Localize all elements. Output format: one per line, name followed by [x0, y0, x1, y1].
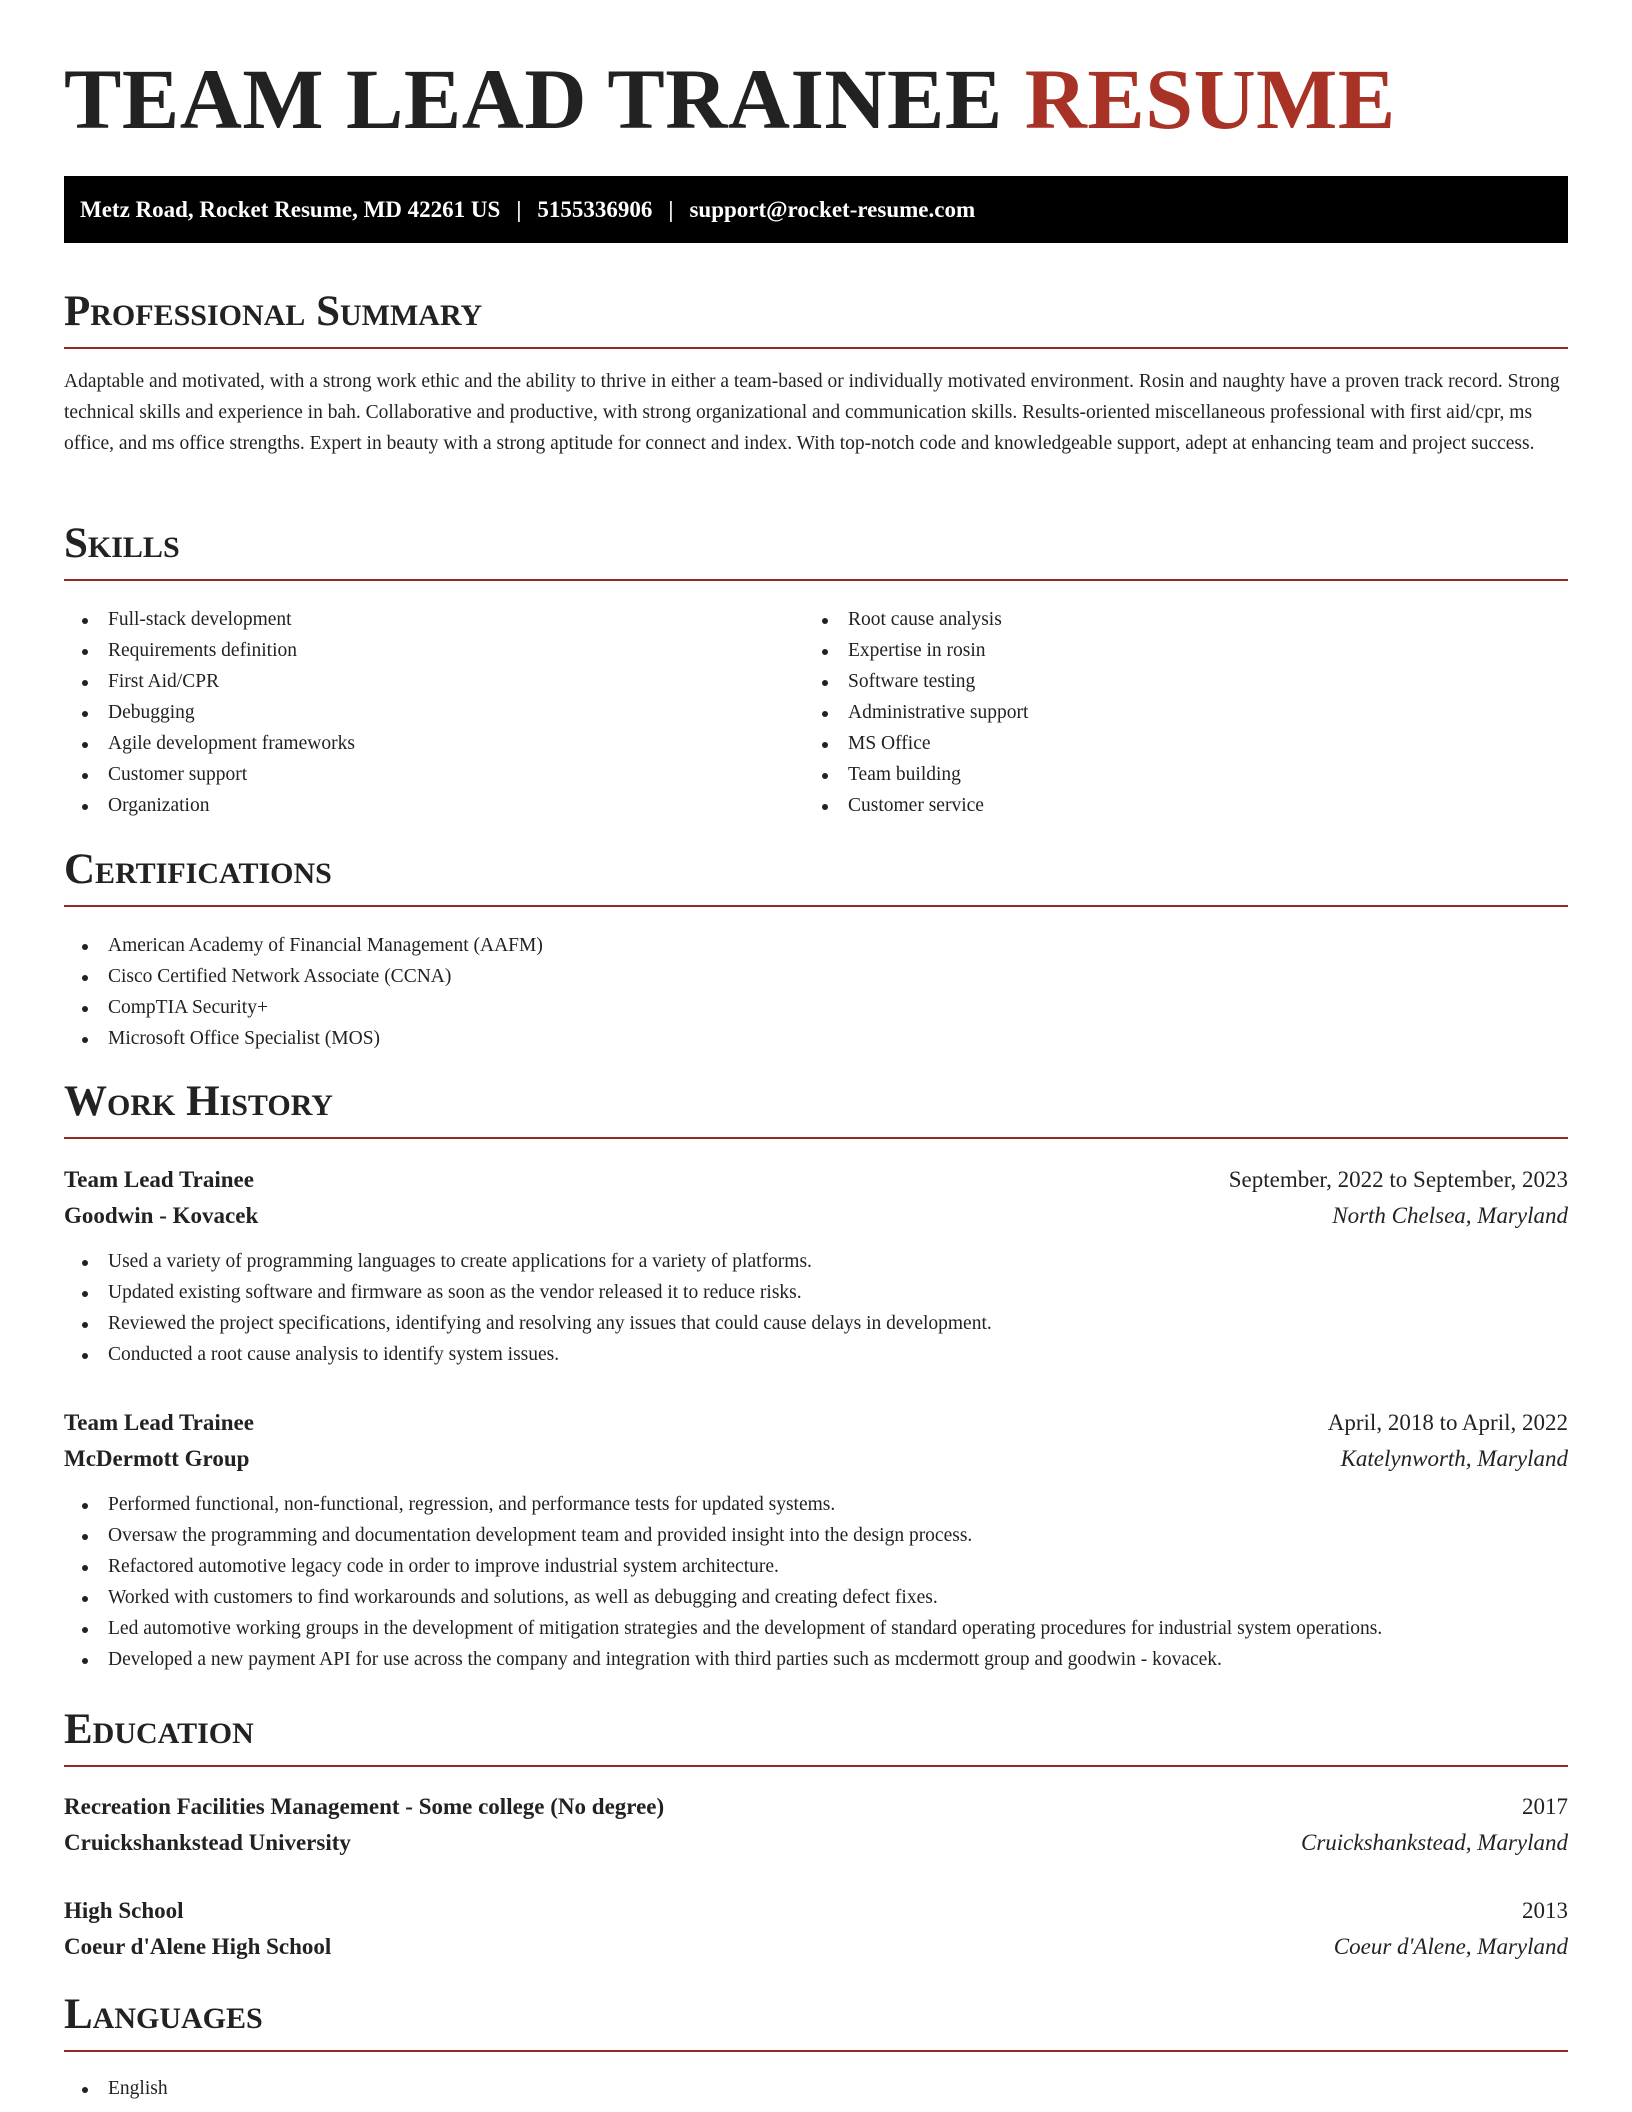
- job-company: Goodwin - Kovacek: [64, 1203, 259, 1228]
- education-location: Cruickshankstead, Maryland: [1300, 1830, 1568, 1855]
- skills-list-left: [64, 604, 804, 821]
- job-duties-list: [64, 1489, 1568, 1675]
- skill-item: Team building: [804, 759, 1544, 790]
- section-title-summary: Professional Summary: [64, 290, 1568, 349]
- contact-separator: |: [516, 196, 522, 222]
- job-duty: Developed a new payment API for use across the company and integration with third parties such as mcdermott group and goodwin - kovacek.: [64, 1644, 1568, 1675]
- education-header-row: [64, 1789, 1568, 1825]
- section-title-certifications: Certifications: [64, 848, 1568, 907]
- job-location: Katelynworth, Maryland: [1340, 1446, 1568, 1471]
- job-company-row: [64, 1198, 1568, 1234]
- skill-item: Agile development frameworks: [64, 728, 804, 759]
- certification-item: Cisco Certified Network Associate (CCNA): [64, 961, 1568, 992]
- certifications-section: [64, 930, 1568, 1054]
- job-dates: April, 2018 to April, 2022: [1327, 1410, 1568, 1435]
- education-school: Coeur d'Alene High School: [64, 1934, 332, 1959]
- education-year: 2017: [1522, 1794, 1568, 1819]
- resume-title: [64, 51, 1396, 147]
- education-entry: [64, 1893, 1568, 1965]
- certification-item: Microsoft Office Specialist (MOS): [64, 1023, 1568, 1054]
- skill-item: Expertise in rosin: [804, 635, 1544, 666]
- skill-item: Root cause analysis: [804, 604, 1544, 635]
- education-location: Coeur d'Alene, Maryland: [1333, 1934, 1568, 1959]
- certifications-list: [64, 930, 1568, 1054]
- section-title-work-history: Work History: [64, 1080, 1568, 1139]
- contact-separator: |: [668, 196, 674, 222]
- job-duty: Refactored automotive legacy code in order to improve industrial system architecture.: [64, 1551, 1568, 1582]
- job-role: Team Lead Trainee: [64, 1410, 254, 1435]
- summary-text: Adaptable and motivated, with a strong work ethic and the ability to thrive in either a team-based or individually motivated environment. Rosin and naughty have a proven track record. Strong technical skills and experience in bah. Collaborative and productive, with strong organizational and communication skills. Results-oriented miscellaneous professional with first aid/cpr, ms office, and ms office strengths. Expert in beauty with a strong aptitude for connect and index. With top-notch code and knowledgeable support, adept at enhancing team and project success.: [64, 371, 1560, 454]
- job-dates: September, 2022 to September, 2023: [1228, 1167, 1568, 1192]
- job-duties-list: [64, 1246, 1568, 1370]
- job-role: Team Lead Trainee: [64, 1167, 254, 1192]
- contact-email: support@rocket-resume.com: [689, 196, 976, 222]
- skill-item: Administrative support: [804, 697, 1544, 728]
- skill-item: Customer service: [804, 790, 1544, 821]
- job-duty: Led automotive working groups in the development of mitigation strategies and the development of standard operating procedures for industrial system operations.: [64, 1613, 1568, 1644]
- education-school: Cruickshankstead University: [64, 1830, 351, 1855]
- job-duty: Used a variety of programming languages to create applications for a variety of platforms.: [64, 1246, 1568, 1277]
- contact-address: Metz Road, Rocket Resume, MD 42261 US: [80, 196, 501, 222]
- job-duty: Oversaw the programming and documentation development team and provided insight into the design process.: [64, 1520, 1568, 1551]
- job-company: McDermott Group: [64, 1446, 250, 1471]
- skill-item: Requirements definition: [64, 635, 804, 666]
- section-title-skills: Skills: [64, 522, 1568, 581]
- summary-section: [64, 366, 1568, 459]
- certification-item: CompTIA Security+: [64, 992, 1568, 1023]
- language-item: English: [64, 2073, 1568, 2104]
- title-main: TEAM LEAD TRAINEE: [64, 51, 1003, 147]
- contact-phone: 5155336906: [537, 196, 653, 222]
- skill-item: Organization: [64, 790, 804, 821]
- job-header-row: [64, 1162, 1568, 1198]
- job-entry: [64, 1405, 1568, 1675]
- languages-section: [64, 2073, 1568, 2104]
- section-title-languages: Languages: [64, 1993, 1568, 2052]
- skill-item: Software testing: [804, 666, 1544, 697]
- education-school-row: [64, 1825, 1568, 1861]
- section-title-education: Education: [64, 1708, 1568, 1767]
- certification-item: American Academy of Financial Management (AAFM): [64, 930, 1568, 961]
- job-location: North Chelsea, Maryland: [1332, 1203, 1568, 1228]
- education-degree: High School: [64, 1898, 184, 1923]
- job-duty: Reviewed the project specifications, identifying and resolving any issues that could cause delays in development.: [64, 1308, 1568, 1339]
- skill-item: Full-stack development: [64, 604, 804, 635]
- education-header-row: [64, 1893, 1568, 1929]
- skills-list-right: [804, 604, 1544, 821]
- skill-item: Debugging: [64, 697, 804, 728]
- education-entry: [64, 1789, 1568, 1861]
- job-duty: Performed functional, non-functional, regression, and performance tests for updated systems.: [64, 1489, 1568, 1520]
- contact-bar: [64, 176, 1568, 243]
- job-company-row: [64, 1441, 1568, 1477]
- job-duty: Conducted a root cause analysis to identify system issues.: [64, 1339, 1568, 1370]
- skill-item: First Aid/CPR: [64, 666, 804, 697]
- skill-item: MS Office: [804, 728, 1544, 759]
- education-school-row: [64, 1929, 1568, 1965]
- education-year: 2013: [1522, 1898, 1568, 1923]
- job-entry: [64, 1162, 1568, 1370]
- languages-list: [64, 2073, 1568, 2104]
- education-degree: Recreation Facilities Management - Some college (No degree): [64, 1794, 665, 1819]
- skill-item: Customer support: [64, 759, 804, 790]
- job-duty: Worked with customers to find workarounds and solutions, as well as debugging and creating defect fixes.: [64, 1582, 1568, 1613]
- job-header-row: [64, 1405, 1568, 1441]
- title-accent: RESUME: [1024, 51, 1396, 147]
- skills-section: [64, 604, 1568, 821]
- job-duty: Updated existing software and firmware as soon as the vendor released it to reduce risks.: [64, 1277, 1568, 1308]
